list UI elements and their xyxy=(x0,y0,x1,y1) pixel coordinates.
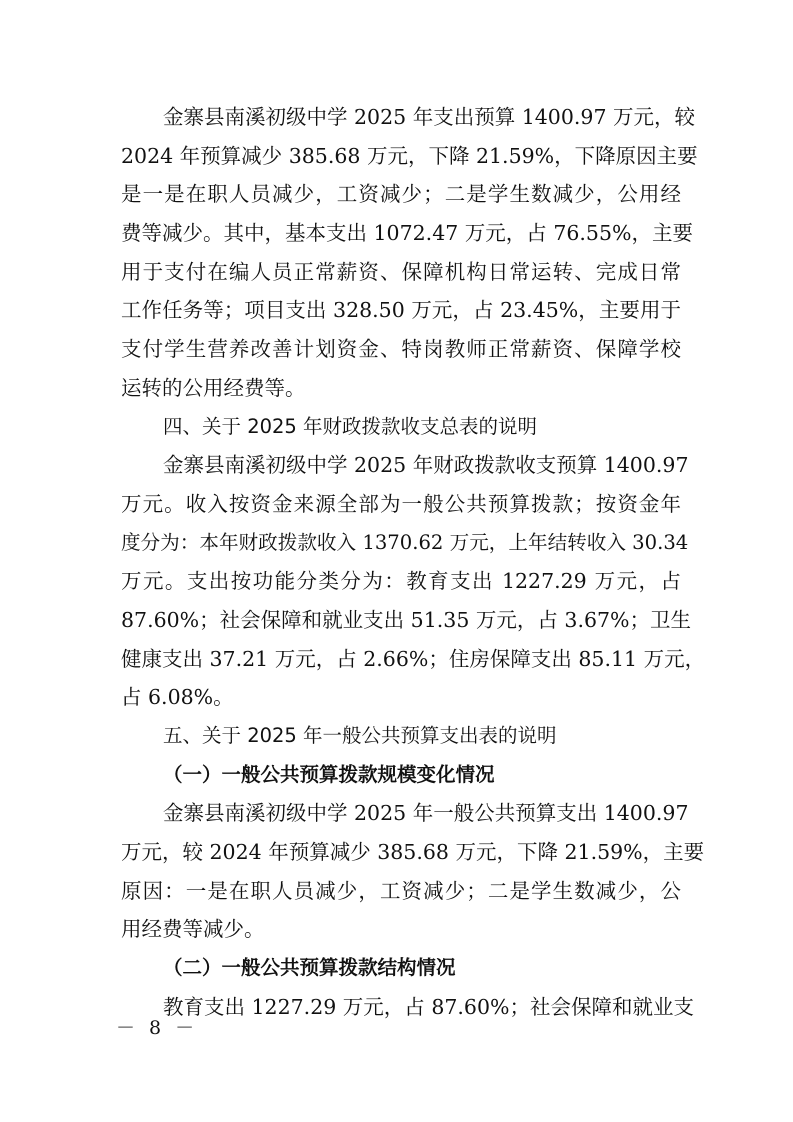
subsection-heading-structure: （二）一般公共预算拨款结构情况 xyxy=(163,956,456,980)
text-line: 金寨县南溪初级中学 2025 年一般公共预算支出 1400.97 xyxy=(163,801,689,826)
paragraph-general-budget xyxy=(121,794,705,949)
text-line: 费等减少。其中，基本支出 1072.47 万元，占 76.55%，主要 xyxy=(121,221,693,246)
page-number: － 8 － xyxy=(116,1017,199,1039)
text-line: 是一是在职人员减少，工资减少；二是学生数减少，公用经 xyxy=(121,182,681,207)
text-line: 支付学生营养改善计划资金、特岗教师正常薪资、保障学校 xyxy=(121,337,681,362)
text-line: 占 6.08%。 xyxy=(121,685,234,710)
text-line: 万元。收入按资金来源全部为一般公共预算拨款；按资金年 xyxy=(121,491,681,516)
section-heading-4: 四、关于 2025 年财政拨款收支总表的说明 xyxy=(163,414,538,438)
text-line: 原因：一是在职人员减少，工资减少；二是学生数减少，公 xyxy=(121,878,681,903)
text-line: 87.60%；社会保障和就业支出 51.35 万元，占 3.67%；卫生 xyxy=(121,607,692,632)
subsection-heading-scale: （一）一般公共预算拨款规模变化情况 xyxy=(163,762,495,786)
paragraph-structure xyxy=(121,988,694,1027)
document-body xyxy=(121,98,706,1027)
text-line: 用于支付在编人员正常薪资、保障机构日常运转、完成日常 xyxy=(121,259,681,284)
paragraph-fiscal-appropriation xyxy=(121,446,706,717)
text-line: 工作任务等；项目支出 328.50 万元，占 23.45%，主要用于 xyxy=(121,298,681,323)
text-line: 教育支出 1227.29 万元，占 87.60%；社会保障和就业支 xyxy=(163,994,694,1019)
section-heading-5: 五、关于 2025 年一般公共预算支出表的说明 xyxy=(163,724,557,747)
text-line: 万元。支出按功能分类分为：教育支出 1227.29 万元，占 xyxy=(121,569,681,594)
text-line: 金寨县南溪初级中学 2025 年财政拨款收支预算 1400.97 xyxy=(163,453,689,478)
text-line: 2024 年预算减少 385.68 万元，下降 21.59%，下降原因主要 xyxy=(121,143,698,168)
paragraph-expenditure-budget xyxy=(121,98,698,408)
text-line: 金寨县南溪初级中学 2025 年支出预算 1400.97 万元，较 xyxy=(163,105,696,129)
text-line: 运转的公用经费等。 xyxy=(121,375,306,400)
text-line: 度分为：本年财政拨款收入 1370.62 万元，上年结转收入 30.34 xyxy=(121,530,689,554)
text-line: 健康支出 37.21 万元，占 2.66%；住房保障支出 85.11 万元， xyxy=(121,646,706,671)
text-line: 用经费等减少。 xyxy=(121,917,265,942)
text-line: 万元，较 2024 年预算减少 385.68 万元，下降 21.59%，主要 xyxy=(121,840,705,865)
